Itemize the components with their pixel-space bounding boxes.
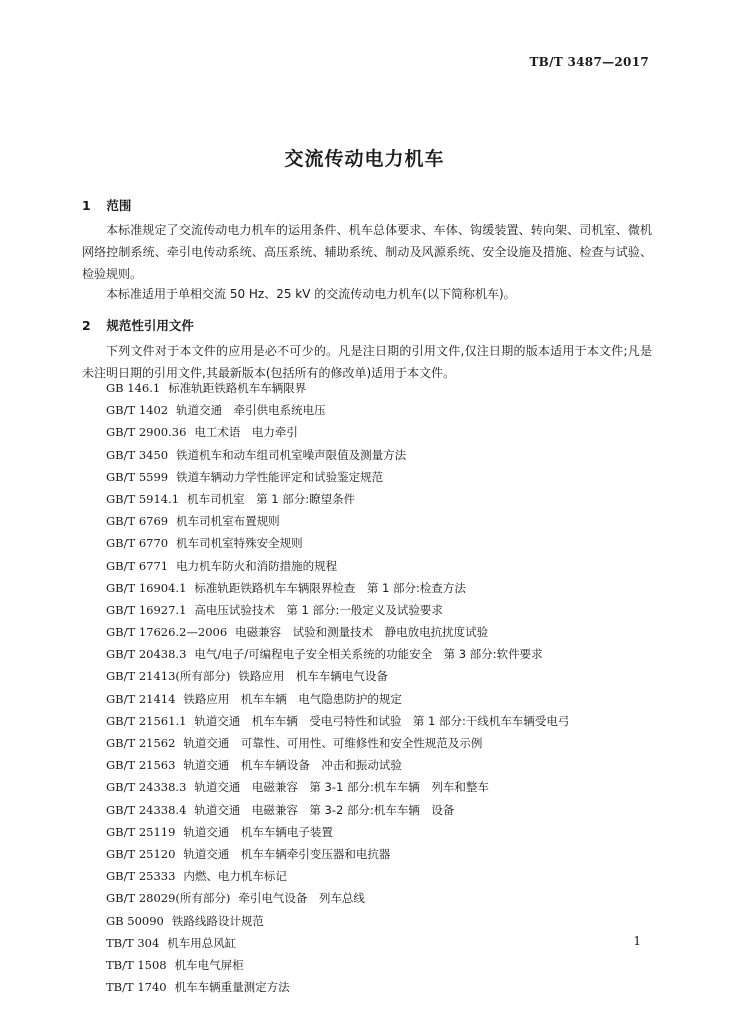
reference-item — [106, 932, 569, 954]
reference-code: GB/T 16904.1 — [106, 580, 187, 595]
reference-title: 铁路应用 机车车辆 电气隐患防护的规定 — [183, 691, 402, 706]
reference-item — [106, 843, 569, 865]
reference-code: GB/T 21414 — [106, 691, 176, 706]
reference-item — [106, 910, 569, 932]
section-number: 2 — [82, 318, 91, 333]
reference-item — [106, 577, 569, 599]
reference-item — [106, 643, 569, 665]
reference-title: 电气/电子/可编程电子安全相关系统的功能安全 第 3 部分:软件要求 — [194, 647, 543, 662]
reference-code: GB/T 21562 — [106, 736, 176, 750]
reference-code: GB/T 5914.1 — [106, 491, 180, 506]
section-title: 范围 — [106, 198, 132, 213]
reference-item — [106, 688, 569, 710]
reference-title: 轨道交通 牵引供电系统电压 — [176, 403, 326, 418]
reference-item — [106, 887, 569, 909]
reference-code: GB/T 24338.4 — [106, 802, 187, 817]
reference-title: 轨道交通 机车车辆设备 冲击和振动试验 — [183, 758, 402, 773]
reference-title: 轨道交通 电磁兼容 第 3-1 部分:机车车辆 列车和整车 — [194, 780, 489, 795]
reference-item — [106, 510, 569, 532]
reference-item — [106, 599, 569, 621]
reference-item — [106, 377, 569, 399]
reference-item — [106, 421, 569, 443]
reference-item — [106, 710, 569, 732]
reference-code: GB/T 25333 — [106, 869, 176, 884]
reference-code: GB/T 16927.1 — [106, 602, 187, 617]
normative-reference-list — [106, 377, 569, 998]
reference-code: GB/T 21413(所有部分) — [106, 669, 231, 684]
reference-title: 机车用总风缸 — [167, 935, 237, 950]
reference-item — [106, 444, 569, 466]
section-1-paragraph-1: 本标准规定了交流传动电力机车的运用条件、机车总体要求、车体、钩缓装置、转向架、司机室、微机网络控制系统、牵引电传动系统、高压系统、辅助系统、制动及风源系统、安全设施及措施、检查与试验、检验规则。 — [82, 223, 652, 281]
section-2-paragraph-1: 下列文件对于本文件的应用是必不可少的。凡是注日期的引用文件,仅注日期的版本适用于本文件;凡是未注明日期的引用文件,其最新版本(包括所有的修改单)适用于本文件。 — [82, 344, 652, 380]
reference-item — [106, 399, 569, 421]
reference-title: 铁道机车和动车组司机室噪声限值及测量方法 — [176, 447, 407, 462]
reference-title: 机车车辆重量测定方法 — [174, 980, 290, 995]
reference-code: GB/T 21563 — [106, 758, 176, 773]
reference-title: 铁路线路设计规范 — [171, 913, 264, 928]
reference-item — [106, 821, 569, 843]
reference-item — [106, 621, 569, 643]
reference-item — [106, 532, 569, 554]
reference-code: GB/T 3450 — [106, 447, 169, 462]
page-number: 1 — [633, 934, 641, 948]
reference-code: GB/T 24338.3 — [106, 780, 187, 795]
reference-title: 机车司机室布置规则 — [176, 514, 280, 529]
reference-code: TB/T 304 — [106, 935, 160, 950]
reference-title: 机车电气屏柜 — [174, 957, 244, 972]
reference-code: GB/T 6769 — [106, 514, 169, 529]
reference-title: 轨道交通 机车车辆电子装置 — [183, 824, 333, 839]
reference-code: GB/T 25119 — [106, 824, 176, 839]
section-1-paragraph-2: 本标准适用于单相交流 50 Hz、25 kV 的交流传动电力机车(以下简称机车)。 — [106, 287, 516, 301]
reference-title: 轨道交通 机车车辆 受电弓特性和试验 第 1 部分:干线机车车辆受电弓 — [194, 713, 570, 728]
reference-code: GB/T 17626.2—2006 — [106, 625, 228, 640]
reference-title: 标准轨距铁路机车车辆限界 — [168, 381, 307, 395]
reference-title: 轨道交通 机车车辆牵引变压器和电抗器 — [183, 846, 391, 861]
reference-title: 铁路应用 机车车辆电气设备 — [238, 669, 388, 684]
reference-code: GB/T 6771 — [106, 558, 169, 573]
reference-title: 电力机车防火和消防措施的规程 — [176, 558, 338, 573]
reference-code: TB/T 1508 — [106, 957, 167, 972]
reference-item — [106, 865, 569, 887]
reference-item — [106, 488, 569, 510]
standard-code: TB/T 3487—2017 — [529, 55, 649, 69]
reference-title: 机车司机室 第 1 部分:瞭望条件 — [187, 491, 356, 506]
reference-title: 标准轨距铁路机车车辆限界检查 第 1 部分:检查方法 — [194, 580, 466, 595]
reference-item — [106, 555, 569, 577]
section-number: 1 — [82, 198, 91, 213]
reference-item — [106, 954, 569, 976]
reference-item — [106, 776, 569, 798]
reference-code: GB/T 25120 — [106, 846, 176, 861]
reference-item — [106, 732, 569, 754]
reference-item — [106, 799, 569, 821]
section-title: 规范性引用文件 — [106, 318, 194, 333]
reference-code: GB/T 5599 — [106, 469, 169, 484]
reference-item — [106, 754, 569, 776]
reference-code: GB 146.1 — [106, 381, 161, 395]
reference-code: GB/T 2900.36 — [106, 425, 187, 440]
reference-code: GB/T 20438.3 — [106, 647, 187, 662]
reference-item — [106, 466, 569, 488]
reference-code: GB 50090 — [106, 913, 164, 928]
reference-title: 轨道交通 可靠性、可用性、可维修性和安全性规范及示例 — [183, 736, 483, 750]
reference-code: TB/T 1740 — [106, 980, 167, 995]
section-2-heading — [82, 316, 194, 334]
reference-title: 电工术语 电力牵引 — [194, 425, 298, 440]
reference-code: GB/T 28029(所有部分) — [106, 891, 231, 906]
reference-title: 高电压试验技术 第 1 部分:一般定义及试验要求 — [194, 602, 443, 617]
reference-title: 铁道车辆动力学性能评定和试验鉴定规范 — [176, 469, 384, 484]
reference-item — [106, 976, 569, 998]
reference-title: 机车司机室特殊安全规则 — [176, 536, 303, 551]
reference-title: 内燃、电力机车标记 — [183, 869, 287, 884]
document-title: 交流传动电力机车 — [284, 148, 445, 170]
reference-title: 电磁兼容 试验和测量技术 静电放电抗扰度试验 — [235, 625, 489, 640]
section-1-heading — [82, 196, 131, 214]
reference-title: 牵引电气设备 列车总线 — [238, 891, 365, 906]
reference-code: GB/T 1402 — [106, 403, 169, 418]
reference-code: GB/T 21561.1 — [106, 713, 187, 728]
reference-item — [106, 665, 569, 687]
reference-code: GB/T 6770 — [106, 536, 169, 551]
reference-title: 轨道交通 电磁兼容 第 3-2 部分:机车车辆 设备 — [194, 802, 455, 817]
